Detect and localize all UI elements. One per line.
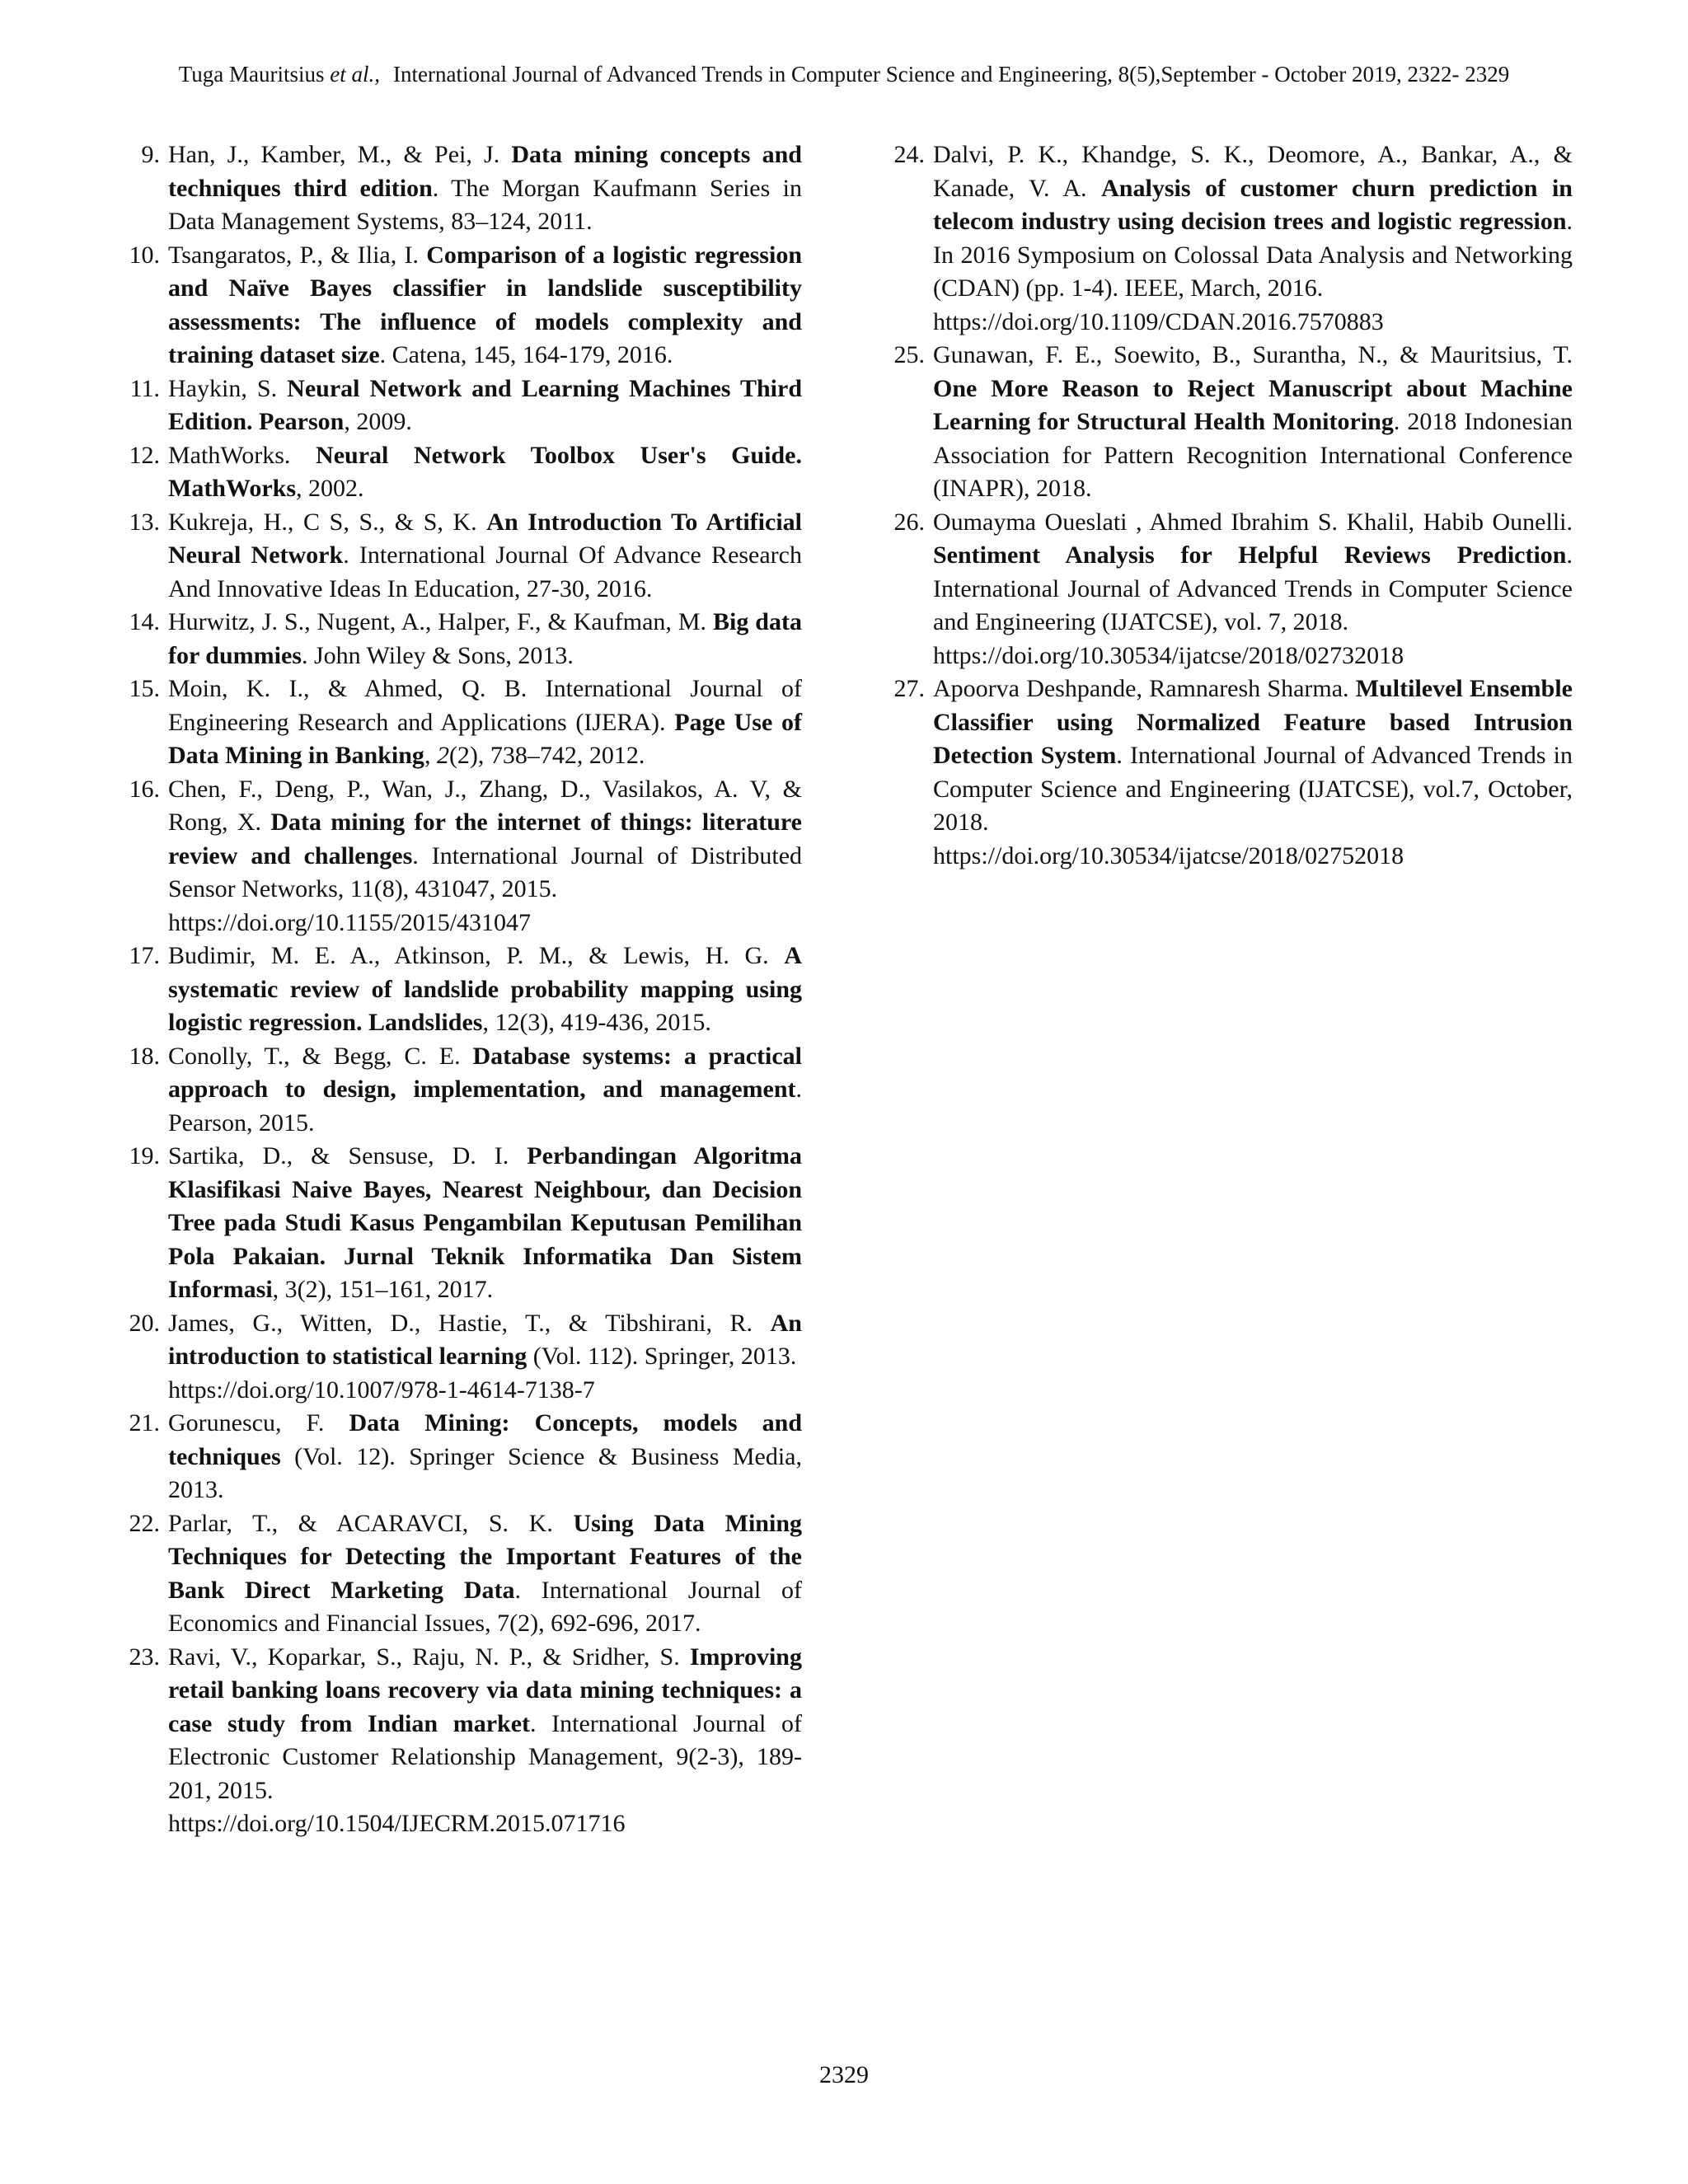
reference-source: . John Wiley & Sons, 2013.	[301, 641, 574, 669]
reference-source: (Vol. 12). Springer Science & Business Media, 2013.	[168, 1442, 802, 1503]
reference-authors: MathWorks.	[168, 441, 316, 469]
reference-authors: Moin, K. I., & Ahmed, Q. B. International Journal of Engineering Research and Applications (IJERA).	[168, 675, 802, 736]
running-header	[33, 58, 1655, 91]
reference-number: 11.	[129, 374, 160, 402]
reference-item	[880, 138, 1573, 339]
reference-authors: Apoorva Deshpande, Ramnaresh Sharma.	[933, 675, 1356, 702]
reference-source: . The Morgan Kaufmann Series in Data Management Systems, 83–124, 2011.	[168, 174, 802, 235]
reference-item	[115, 773, 802, 940]
reference-item	[880, 506, 1573, 673]
reference-source: , 12(3), 419-436, 2015.	[482, 1009, 711, 1036]
reference-title: Comparison of a logistic regression and Naïve Bayes classifier in landslide susceptibility assessments: The influence of models complexity and training dataset size	[168, 241, 802, 368]
reference-item	[880, 673, 1573, 873]
header-journal: International Journal of Advanced Trends in Computer Science and Engineering, 8(5),September - October 2019, 2322- 2329	[393, 62, 1510, 87]
references-left-column	[115, 138, 802, 1841]
reference-number: 22.	[129, 1509, 160, 1537]
reference-authors: Kukreja, H., C S, S., & S, K.	[168, 508, 487, 536]
reference-item	[115, 1307, 802, 1408]
reference-source: . International Journal of Distributed Sensor Networks, 11(8), 431047, 2015.	[168, 841, 803, 902]
reference-title: A systematic review of landslide probability mapping using logistic regression. Landslides	[168, 942, 802, 1036]
reference-number: 25.	[893, 341, 925, 368]
reference-title: An Introduction To Artificial Neural Network	[168, 508, 802, 569]
page-number: 2329	[819, 2061, 869, 2088]
reference-title: Using Data Mining Techniques for Detecting the Important Features of the Bank Direct Marketing Data	[168, 1509, 803, 1604]
reference-source: . International Journal Of Advance Research And Innovative Ideas In Education, 27-30, 2016.	[168, 541, 802, 602]
reference-title: Multilevel Ensemble Classifier using Normalized Feature based Intrusion Detection System	[933, 675, 1573, 769]
reference-number: 27.	[893, 675, 925, 702]
reference-authors: Han, J., Kamber, M., & Pei, J.	[168, 141, 512, 168]
reference-number: 12.	[129, 441, 160, 469]
reference-authors: Sartika, D., & Sensuse, D. I.	[168, 1142, 528, 1169]
reference-number: 18.	[129, 1042, 160, 1070]
reference-item	[115, 439, 802, 506]
reference-item	[115, 1507, 802, 1641]
reference-item	[115, 373, 802, 439]
reference-item	[115, 1040, 802, 1141]
reference-source: , 2009.	[344, 408, 412, 435]
reference-item	[115, 940, 802, 1040]
reference-doi: https://doi.org/10.1007/978-1-4614-7138-7	[168, 1376, 595, 1404]
reference-item	[115, 1407, 802, 1507]
reference-authors: Parlar, T., & ACARAVCI, S. K.	[168, 1509, 574, 1537]
reference-title: Neural Network and Learning Machines Third Edition. Pearson	[168, 374, 803, 435]
reference-source: . 2018 Indonesian Association for Pattern Recognition International Conference (INAPR), 2018.	[933, 408, 1573, 502]
reference-volume: 2	[436, 742, 449, 769]
reference-title: Data mining concepts and techniques third edition	[168, 141, 802, 202]
reference-title: Database systems: a practical approach to design, implementation, and management	[168, 1042, 802, 1103]
reference-authors: James, G., Witten, D., Hastie, T., & Tibshirani, R.	[168, 1309, 771, 1337]
reference-source: . International Journal of Advanced Trends in Computer Science and Engineering (IJATCSE), vol.7, October, 2018.	[933, 742, 1573, 836]
reference-authors: Conolly, T., & Begg, C. E.	[168, 1042, 473, 1070]
reference-source: , 3(2), 151–161, 2017.	[272, 1276, 494, 1303]
reference-source: (2), 738–742, 2012.	[448, 742, 645, 769]
reference-authors: Tsangaratos, P., & Ilia, I.	[168, 241, 427, 269]
reference-title: Neural Network Toolbox User's Guide. MathWorks	[168, 441, 803, 502]
reference-title: Analysis of customer churn prediction in telecom industry using decision trees and logistic regression	[933, 174, 1573, 235]
reference-title: An introduction to statistical learning	[168, 1309, 802, 1370]
reference-source: . Catena, 145, 164-179, 2016.	[379, 341, 673, 368]
reference-title: Improving retail banking loans recovery via data mining techniques: a case study from Indian market	[168, 1643, 802, 1737]
reference-number: 15.	[129, 675, 160, 702]
reference-authors: Gorunescu, F.	[168, 1409, 349, 1436]
reference-title: One More Reason to Reject Manuscript about Machine Learning for Structural Health Monitoring	[933, 374, 1573, 435]
reference-doi: https://doi.org/10.1109/CDAN.2016.7570883	[933, 307, 1384, 335]
reference-source: , 2002.	[296, 475, 364, 502]
reference-number: 14.	[129, 608, 160, 635]
reference-title: Big data for dummies	[168, 608, 802, 669]
reference-number: 16.	[129, 775, 160, 803]
reference-authors: Chen, F., Deng, P., Wan, J., Zhang, D., Vasilakos, A. V, & Rong, X.	[168, 775, 802, 836]
reference-item	[115, 138, 802, 239]
reference-authors: Gunawan, F. E., Soewito, B., Surantha, N., & Mauritsius, T.	[933, 341, 1573, 368]
reference-item	[880, 339, 1573, 506]
reference-number: 13.	[129, 508, 160, 536]
reference-number: 10.	[129, 241, 160, 269]
reference-source-separator: ,	[424, 742, 437, 769]
reference-number: 19.	[129, 1142, 160, 1169]
reference-source: (Vol. 112). Springer, 2013.	[527, 1343, 797, 1370]
reference-item	[115, 606, 802, 673]
reference-source: . International Journal of Economics and Financial Issues, 7(2), 692-696, 2017.	[168, 1576, 802, 1637]
reference-doi: https://doi.org/10.1504/IJECRM.2015.071716	[168, 1810, 626, 1837]
reference-item	[115, 1140, 802, 1307]
reference-source: . Pearson, 2015.	[168, 1076, 802, 1137]
reference-doi: https://doi.org/10.30534/ijatcse/2018/02732018	[933, 641, 1404, 669]
reference-number: 24.	[893, 141, 925, 168]
reference-item	[115, 1641, 802, 1841]
reference-authors: Oumayma Oueslati , Ahmed Ibrahim S. Khalil, Habib Ounelli.	[933, 508, 1573, 536]
reference-title: Perbandingan Algoritma Klasifikasi Naive Bayes, Nearest Neighbour, dan Decision Tree pada Studi Kasus Pengambilan Keputusan Pemilihan Pola Pakaian. Jurnal Teknik Informatika Dan Sistem Informasi	[168, 1142, 802, 1303]
reference-doi: https://doi.org/10.1155/2015/431047	[168, 908, 532, 936]
reference-number: 26.	[893, 508, 925, 536]
reference-authors: Budimir, M. E. A., Atkinson, P. M., & Lewis, H. G.	[168, 942, 785, 969]
header-authors: Tuga Mauritsius	[178, 62, 325, 87]
reference-title: Data Mining: Concepts, models and techniques	[168, 1409, 803, 1470]
reference-number: 17.	[129, 942, 160, 969]
reference-number: 20.	[129, 1309, 160, 1337]
reference-item	[115, 673, 802, 773]
reference-authors: Dalvi, P. K., Khandge, S. K., Deomore, A., Bankar, A., & Kanade, V. A.	[933, 141, 1573, 202]
reference-title: Sentiment Analysis for Helpful Reviews Prediction	[933, 541, 1567, 569]
reference-doi: https://doi.org/10.30534/ijatcse/2018/02752018	[933, 841, 1404, 869]
header-etal: et al.,	[330, 62, 381, 87]
reference-number: 9.	[141, 141, 160, 168]
reference-source: . International Journal of Advanced Trends in Computer Science and Engineering (IJATCSE), vol. 7, 2018.	[933, 541, 1573, 635]
reference-number: 21.	[129, 1409, 160, 1436]
reference-authors: Haykin, S.	[168, 374, 288, 402]
references-right-column	[880, 138, 1573, 873]
reference-title: Data mining for the internet of things: literature review and challenges	[168, 808, 802, 869]
reference-authors: Hurwitz, J. S., Nugent, A., Halper, F., & Kaufman, M.	[168, 608, 713, 635]
reference-source: . International Journal of Electronic Customer Relationship Management, 9(2-3), 189-201, 2015.	[168, 1709, 803, 1804]
reference-source: . In 2016 Symposium on Colossal Data Analysis and Networking (CDAN) (pp. 1-4). IEEE, March, 2016.	[933, 208, 1573, 302]
reference-item	[115, 239, 802, 373]
reference-title: Page Use of Data Mining in Banking	[168, 708, 802, 769]
reference-number: 23.	[129, 1643, 160, 1671]
reference-authors: Ravi, V., Koparkar, S., Raju, N. P., & Sridher, S.	[168, 1643, 690, 1671]
reference-item	[115, 506, 802, 607]
